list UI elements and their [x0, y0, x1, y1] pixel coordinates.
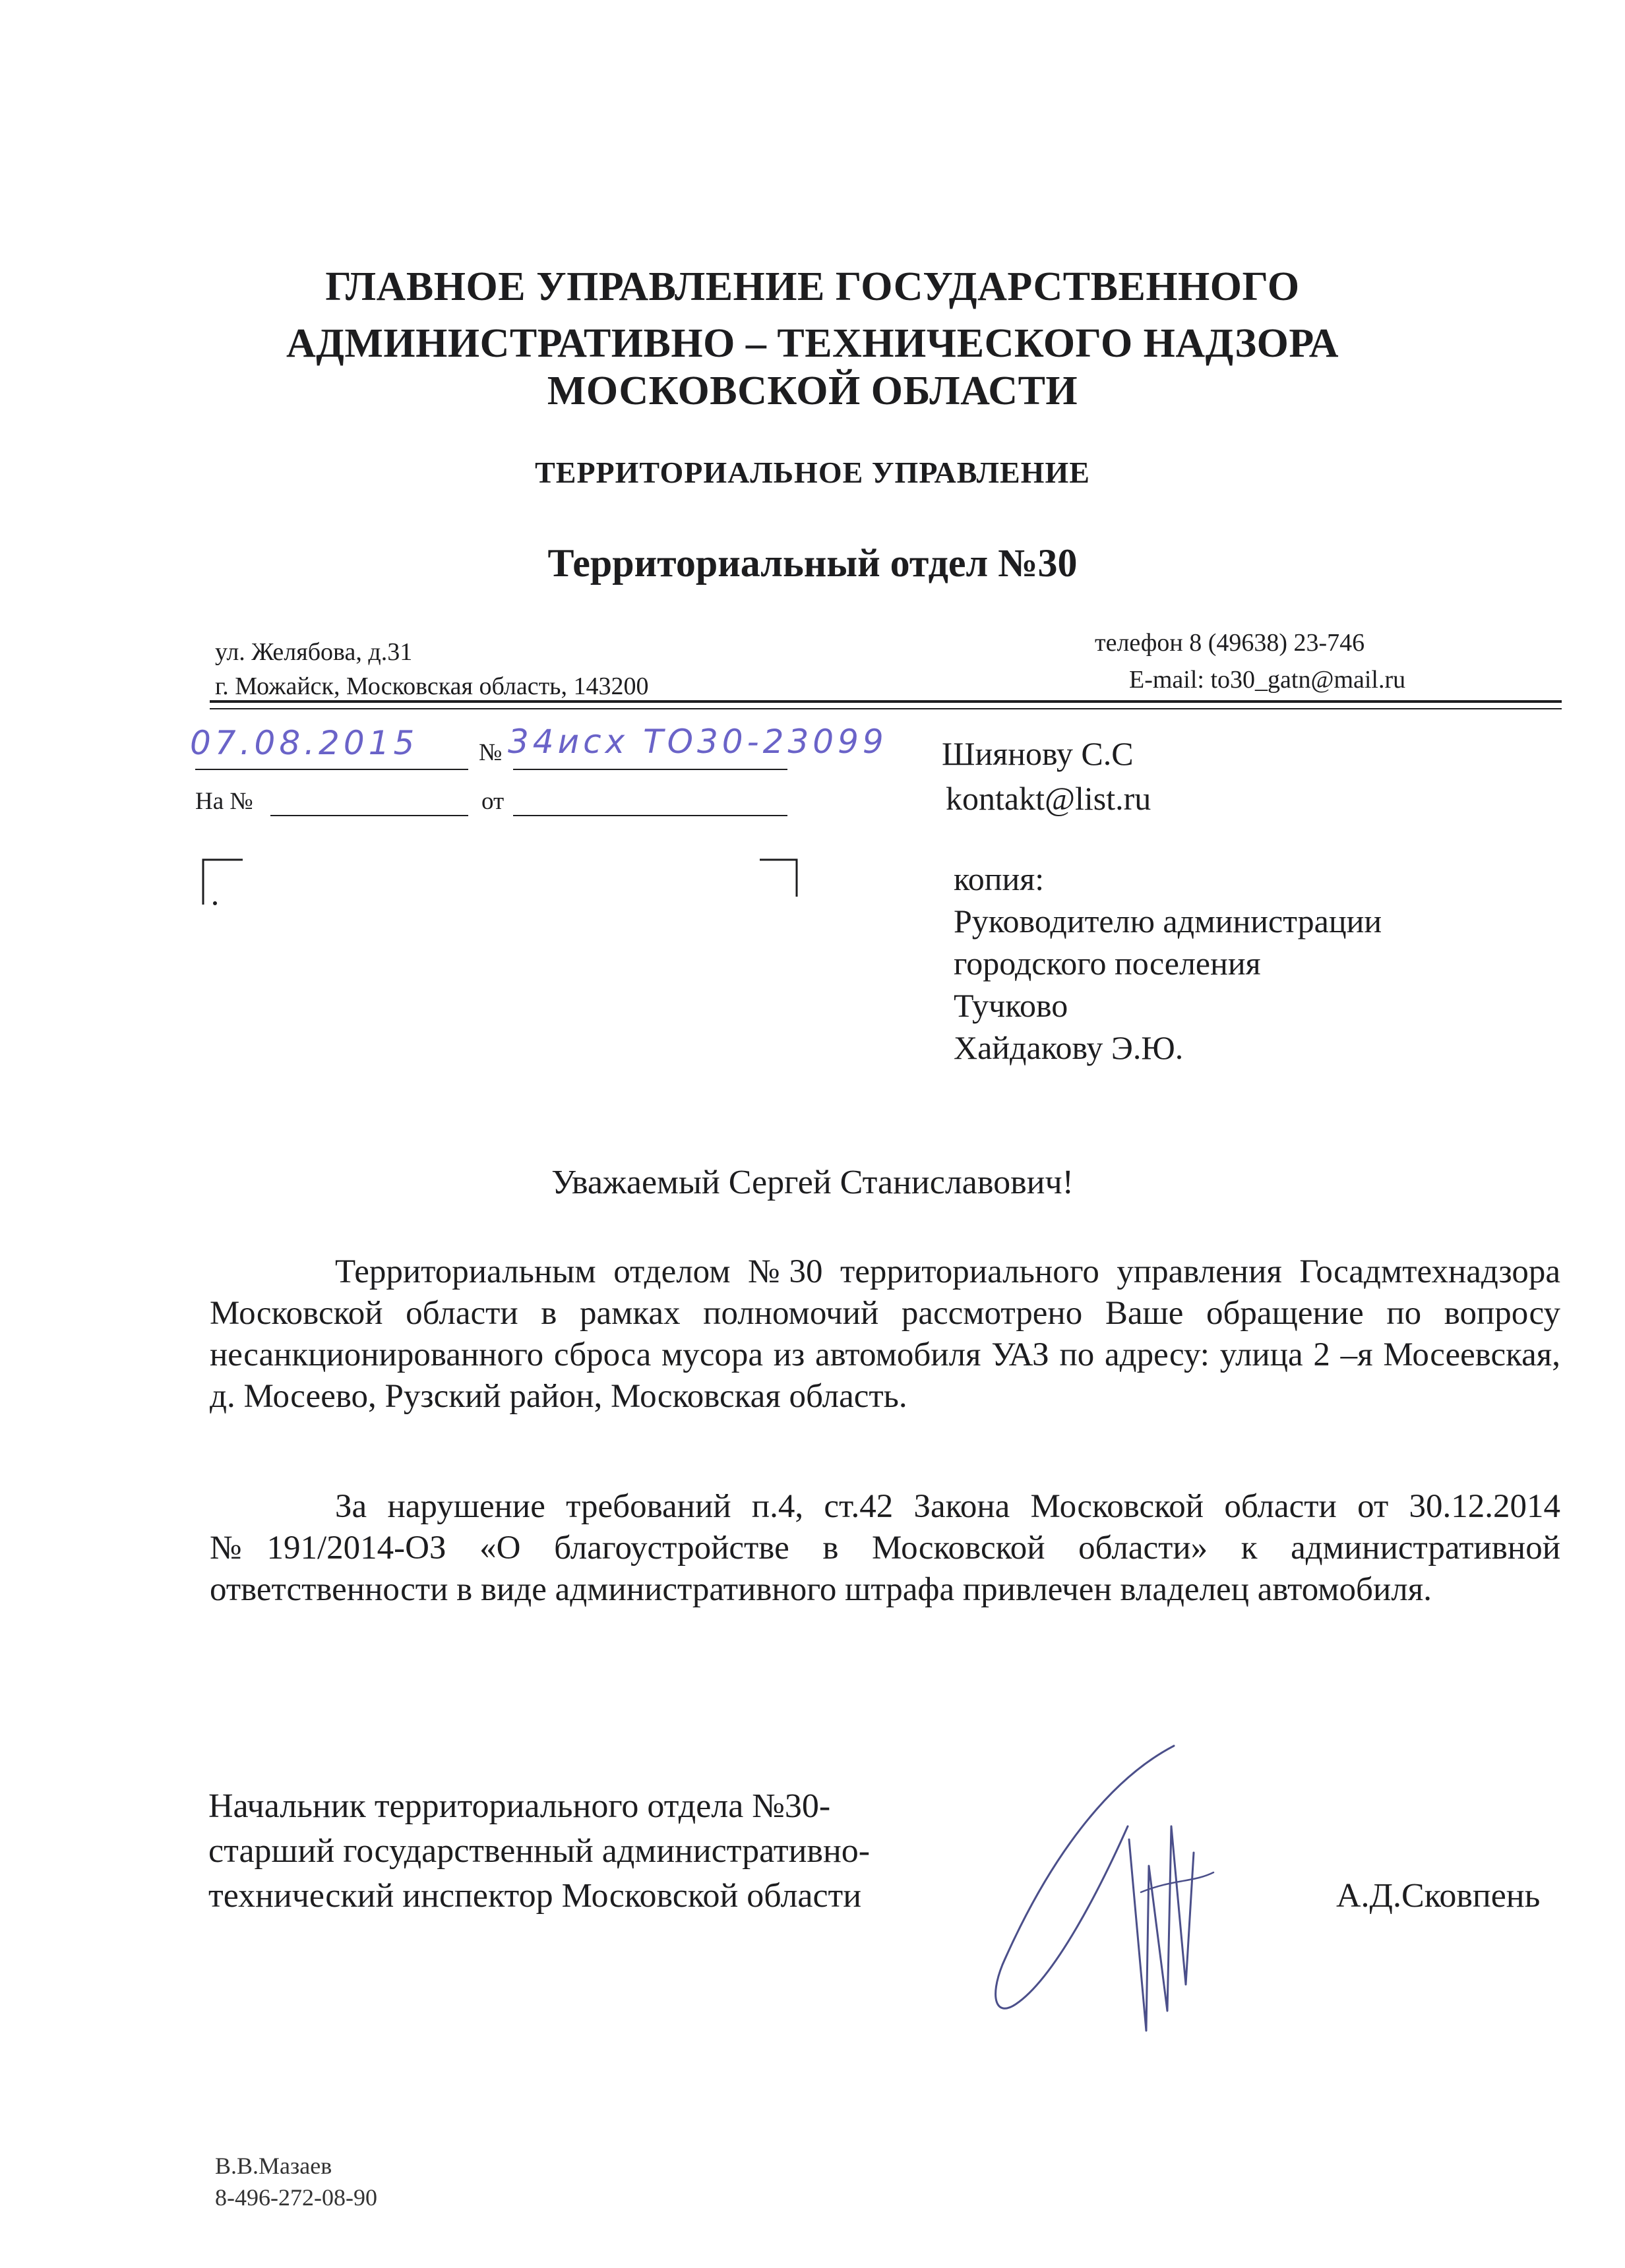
copy-line-1: Руководителю администрации — [954, 903, 1382, 940]
reply-from-label: от — [481, 788, 505, 815]
number-underline — [513, 769, 787, 770]
address-bracket-marks — [191, 850, 851, 910]
body-paragraph-2-text: За нарушение требований п.4, ст.42 Закона Московской области от 30.12.2014 №191/2014-ОЗ «О благоустройстве в Московской области» к административной ответственности в виде административного штрафа привлечен владелец автомобиля. — [210, 1488, 1560, 1608]
number-sign: № — [479, 739, 503, 766]
copy-label: копия: — [954, 860, 1045, 897]
body-paragraph-2 — [210, 1486, 1560, 1611]
header-rule-thick — [210, 700, 1562, 703]
address-line2: г. Можайск, Московская область, 143200 — [215, 672, 649, 700]
address-line1: ул. Желябова, д.31 — [215, 638, 413, 666]
org-name-line3: МОСКОВСКОЙ ОБЛАСТИ — [547, 369, 1078, 413]
header-rule-thin — [210, 708, 1562, 709]
executor-name: В.В.Мазаев — [215, 2153, 332, 2179]
signer-title-line2: старший государственный административно- — [208, 1832, 871, 1870]
handwritten-number: 34исх ТО30-23099 — [508, 723, 888, 761]
subdivision-title: ТЕРРИТОРИАЛЬНОЕ УПРАВЛЕНИЕ — [535, 456, 1090, 489]
org-name-line2: АДМИНИСТРАТИВНО – ТЕХНИЧЕСКОГО НАДЗОРА — [286, 321, 1339, 366]
copy-line-3: Тучково — [954, 987, 1068, 1024]
phone-text: телефон 8 (49638) 23-746 — [1095, 629, 1365, 657]
email-text: E-mail: to30_gatn@mail.ru — [1129, 666, 1406, 694]
reply-to-label: На № — [195, 788, 253, 815]
org-name-line1: ГЛАВНОЕ УПРАВЛЕНИЕ ГОСУДАРСТВЕННОГО — [325, 264, 1300, 309]
signer-title-line1: Начальник территориального отдела №30- — [208, 1787, 831, 1825]
body-paragraph-1 — [210, 1251, 1560, 1418]
signer-name: А.Д.Сковпень — [1336, 1877, 1541, 1915]
handwritten-signature — [976, 1727, 1253, 2037]
executor-phone: 8-496-272-08-90 — [215, 2184, 377, 2211]
body-paragraph-1-text: Территориальным отделом №30 территориального управления Госадмтехнадзора Московской области в рамках полномочий рассмотрено Ваше обращение по вопросу несанкционированного сброса мусора из автомобиля УАЗ по адресу: улица 2 –я Мосеевская, д. Мосеево, Рузский район, Московская область. — [210, 1253, 1560, 1415]
reply-number-underline — [270, 815, 468, 816]
reply-date-underline — [513, 815, 787, 816]
date-underline — [195, 769, 468, 770]
recipient-email[interactable]: kontakt@list.ru — [946, 780, 1151, 817]
copy-line-4: Хайдакову Э.Ю. — [954, 1029, 1184, 1066]
recipient-name: Шиянову С.С — [942, 735, 1134, 772]
handwritten-date: 07.08.2015 — [190, 724, 419, 762]
signer-title-line3: технический инспектор Московской области — [208, 1877, 862, 1915]
copy-line-2: городского поселения — [954, 945, 1261, 982]
greeting: Уважаемый Сергей Станиславович! — [551, 1164, 1074, 1201]
department-title: Территориальный отдел №30 — [547, 541, 1078, 585]
